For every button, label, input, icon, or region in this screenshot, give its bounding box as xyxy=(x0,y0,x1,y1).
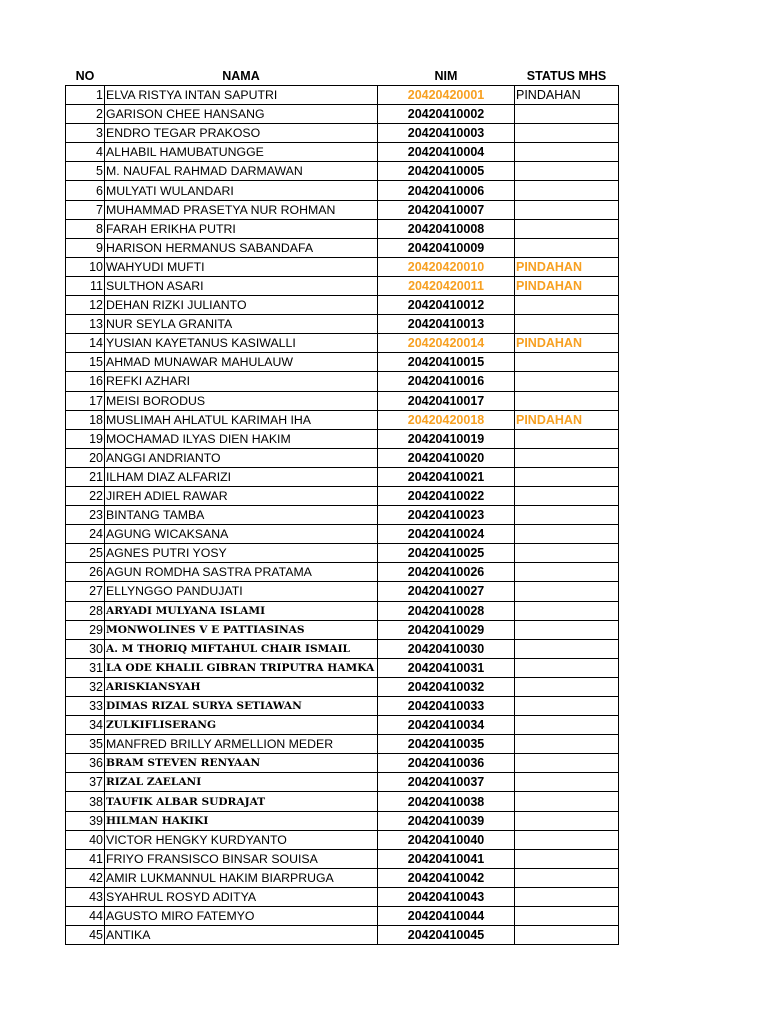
cell-nama: FARAH ERIKHA PUTRI xyxy=(105,219,378,238)
cell-no: 43 xyxy=(66,887,105,906)
cell-nama: JIREH ADIEL RAWAR xyxy=(105,486,378,505)
cell-nama: BRAM STEVEN RENYAAN xyxy=(105,754,378,773)
cell-status xyxy=(515,544,619,563)
header-no: NO xyxy=(75,68,95,83)
cell-nim: 20420410020 xyxy=(378,448,515,467)
cell-status xyxy=(515,467,619,486)
cell-no: 19 xyxy=(66,429,105,448)
table-row xyxy=(66,200,619,219)
cell-status: PINDAHAN xyxy=(515,257,619,276)
cell-nim: 20420410043 xyxy=(378,887,515,906)
cell-nama: AGUNG WICAKSANA xyxy=(105,525,378,544)
cell-no: 27 xyxy=(66,582,105,601)
cell-nim: 20420410041 xyxy=(378,849,515,868)
table-row xyxy=(66,238,619,257)
cell-status xyxy=(515,105,619,124)
cell-nim: 20420410024 xyxy=(378,525,515,544)
cell-nim: 20420410006 xyxy=(378,181,515,200)
cell-nama: ELVA RISTYA INTAN SAPUTRI xyxy=(105,86,378,105)
cell-status xyxy=(515,754,619,773)
cell-no: 20 xyxy=(66,448,105,467)
cell-status xyxy=(515,448,619,467)
table-row xyxy=(66,448,619,467)
cell-no: 13 xyxy=(66,315,105,334)
cell-nama: MEISI BORODUS xyxy=(105,391,378,410)
header-nama: NAMA xyxy=(222,68,260,83)
header-status: STATUS MHS xyxy=(526,68,607,83)
cell-status xyxy=(515,200,619,219)
cell-status xyxy=(515,907,619,926)
cell-no: 1 xyxy=(66,86,105,105)
cell-no: 28 xyxy=(66,601,105,620)
cell-no: 39 xyxy=(66,811,105,830)
table-row xyxy=(66,410,619,429)
cell-status xyxy=(515,181,619,200)
cell-nama: BINTANG TAMBA xyxy=(105,506,378,525)
cell-no: 16 xyxy=(66,372,105,391)
cell-no: 25 xyxy=(66,544,105,563)
cell-nama: DEHAN RIZKI JULIANTO xyxy=(105,296,378,315)
cell-nim: 20420410021 xyxy=(378,467,515,486)
table-row xyxy=(66,887,619,906)
cell-status: PINDAHAN xyxy=(515,86,619,105)
table-row xyxy=(66,849,619,868)
table-row xyxy=(66,276,619,295)
table-row xyxy=(66,525,619,544)
cell-nama: ZULKIFLISERANG xyxy=(105,716,378,735)
table-row xyxy=(66,563,619,582)
cell-nim: 20420410023 xyxy=(378,506,515,525)
cell-nim: 20420410028 xyxy=(378,601,515,620)
table-row xyxy=(66,735,619,754)
table-row xyxy=(66,296,619,315)
cell-status xyxy=(515,658,619,677)
cell-no: 36 xyxy=(66,754,105,773)
cell-no: 12 xyxy=(66,296,105,315)
cell-status: PINDAHAN xyxy=(515,334,619,353)
cell-status xyxy=(515,429,619,448)
table-row xyxy=(66,334,619,353)
cell-no: 10 xyxy=(66,257,105,276)
table-row xyxy=(66,219,619,238)
cell-nim: 20420410015 xyxy=(378,353,515,372)
cell-nama: AGUN ROMDHA SASTRA PRATAMA xyxy=(105,563,378,582)
cell-nim: 20420410037 xyxy=(378,773,515,792)
cell-no: 2 xyxy=(66,105,105,124)
cell-nama: AHMAD MUNAWAR MAHULAUW xyxy=(105,353,378,372)
cell-nim: 20420420001 xyxy=(378,86,515,105)
cell-nim: 20420410009 xyxy=(378,238,515,257)
cell-nim: 20420410034 xyxy=(378,716,515,735)
table-row xyxy=(66,544,619,563)
cell-nim: 20420410005 xyxy=(378,162,515,181)
cell-nim: 20420420010 xyxy=(378,257,515,276)
cell-no: 5 xyxy=(66,162,105,181)
cell-nama: AMIR LUKMANNUL HAKIM BIARPRUGA xyxy=(105,868,378,887)
cell-no: 38 xyxy=(66,792,105,811)
table-row xyxy=(66,773,619,792)
cell-nim: 20420410040 xyxy=(378,830,515,849)
cell-status xyxy=(515,219,619,238)
cell-status xyxy=(515,849,619,868)
cell-nim: 20420410004 xyxy=(378,143,515,162)
table-row xyxy=(66,124,619,143)
cell-nama: ARISKIANSYAH xyxy=(105,677,378,696)
cell-status xyxy=(515,792,619,811)
cell-nim: 20420410042 xyxy=(378,868,515,887)
cell-nama: NUR SEYLA GRANITA xyxy=(105,315,378,334)
cell-no: 44 xyxy=(66,907,105,926)
cell-nama: ARYADI MULYANA ISLAMI xyxy=(105,601,378,620)
cell-nim: 20420410025 xyxy=(378,544,515,563)
cell-nama: AGNES PUTRI YOSY xyxy=(105,544,378,563)
table-row xyxy=(66,105,619,124)
table-row xyxy=(66,353,619,372)
table-row xyxy=(66,315,619,334)
cell-nama: MONWOLINES V E PATTIASINAS xyxy=(105,620,378,639)
cell-no: 29 xyxy=(66,620,105,639)
cell-no: 34 xyxy=(66,716,105,735)
header-nim: NIM xyxy=(434,68,458,83)
cell-status xyxy=(515,563,619,582)
cell-status xyxy=(515,639,619,658)
cell-no: 40 xyxy=(66,830,105,849)
table-row xyxy=(66,601,619,620)
cell-status xyxy=(515,353,619,372)
table-row xyxy=(66,868,619,887)
cell-status xyxy=(515,620,619,639)
cell-no: 9 xyxy=(66,238,105,257)
cell-nama: A. M THORIQ MIFTAHUL CHAIR ISMAIL xyxy=(105,639,378,658)
cell-nama: AGUSTO MIRO FATEMYO xyxy=(105,907,378,926)
cell-status: PINDAHAN xyxy=(515,410,619,429)
cell-nim: 20420410016 xyxy=(378,372,515,391)
cell-nama: YUSIAN KAYETANUS KASIWALLI xyxy=(105,334,378,353)
cell-no: 3 xyxy=(66,124,105,143)
table-row xyxy=(66,429,619,448)
cell-nim: 20420410008 xyxy=(378,219,515,238)
cell-nim: 20420410044 xyxy=(378,907,515,926)
cell-status xyxy=(515,391,619,410)
cell-nama: DIMAS RIZAL SURYA SETIAWAN xyxy=(105,697,378,716)
cell-nim: 20420410003 xyxy=(378,124,515,143)
cell-nama: ALHABIL HAMUBATUNGGE xyxy=(105,143,378,162)
cell-nim: 20420410027 xyxy=(378,582,515,601)
cell-no: 26 xyxy=(66,563,105,582)
cell-status xyxy=(515,315,619,334)
cell-status xyxy=(515,697,619,716)
cell-no: 33 xyxy=(66,697,105,716)
cell-status xyxy=(515,582,619,601)
cell-no: 37 xyxy=(66,773,105,792)
cell-nama: MUSLIMAH AHLATUL KARIMAH IHA xyxy=(105,410,378,429)
table-row xyxy=(66,639,619,658)
table-row xyxy=(66,811,619,830)
cell-nama: MOCHAMAD ILYAS DIEN HAKIM xyxy=(105,429,378,448)
cell-nim: 20420410038 xyxy=(378,792,515,811)
cell-nim: 20420410045 xyxy=(378,926,515,945)
cell-nim: 20420410007 xyxy=(378,200,515,219)
table-row xyxy=(66,792,619,811)
cell-nim: 20420410002 xyxy=(378,105,515,124)
header-row xyxy=(66,66,619,86)
cell-nama: ILHAM DIAZ ALFARIZI xyxy=(105,467,378,486)
cell-nama: M. NAUFAL RAHMAD DARMAWAN xyxy=(105,162,378,181)
cell-no: 6 xyxy=(66,181,105,200)
cell-no: 17 xyxy=(66,391,105,410)
cell-status xyxy=(515,735,619,754)
cell-nama: ANGGI ANDRIANTO xyxy=(105,448,378,467)
cell-nama: ELLYNGGO PANDUJATI xyxy=(105,582,378,601)
cell-nim: 20420420011 xyxy=(378,276,515,295)
cell-nama: REFKI AZHARI xyxy=(105,372,378,391)
cell-nim: 20420410031 xyxy=(378,658,515,677)
cell-no: 14 xyxy=(66,334,105,353)
cell-nim: 20420420014 xyxy=(378,334,515,353)
cell-nama: MANFRED BRILLY ARMELLION MEDER xyxy=(105,735,378,754)
table-row xyxy=(66,486,619,505)
cell-nim: 20420410029 xyxy=(378,620,515,639)
cell-nama: MULYATI WULANDARI xyxy=(105,181,378,200)
cell-no: 11 xyxy=(66,276,105,295)
cell-status xyxy=(515,486,619,505)
student-table xyxy=(65,66,619,945)
cell-nama: LA ODE KHALIL GIBRAN TRIPUTRA HAMKA xyxy=(105,658,378,677)
cell-status xyxy=(515,506,619,525)
table-row xyxy=(66,658,619,677)
cell-nim: 20420410019 xyxy=(378,429,515,448)
table-row xyxy=(66,716,619,735)
cell-status xyxy=(515,773,619,792)
cell-nim: 20420410017 xyxy=(378,391,515,410)
cell-nim: 20420410030 xyxy=(378,639,515,658)
table-row xyxy=(66,907,619,926)
cell-nim: 20420410036 xyxy=(378,754,515,773)
cell-status xyxy=(515,868,619,887)
table-row xyxy=(66,162,619,181)
table-row xyxy=(66,620,619,639)
table-row xyxy=(66,391,619,410)
cell-no: 4 xyxy=(66,143,105,162)
cell-nama: WAHYUDI MUFTI xyxy=(105,257,378,276)
cell-status xyxy=(515,601,619,620)
cell-status: PINDAHAN xyxy=(515,276,619,295)
cell-status xyxy=(515,124,619,143)
cell-status xyxy=(515,811,619,830)
table-row xyxy=(66,86,619,105)
cell-nama: ENDRO TEGAR PRAKOSO xyxy=(105,124,378,143)
cell-status xyxy=(515,372,619,391)
cell-nim: 20420410026 xyxy=(378,563,515,582)
cell-nim: 20420410032 xyxy=(378,677,515,696)
cell-nama: HILMAN HAKIKI xyxy=(105,811,378,830)
cell-no: 7 xyxy=(66,200,105,219)
student-list-sheet xyxy=(65,66,619,945)
cell-no: 32 xyxy=(66,677,105,696)
cell-no: 41 xyxy=(66,849,105,868)
cell-no: 15 xyxy=(66,353,105,372)
cell-nim: 20420410033 xyxy=(378,697,515,716)
cell-status xyxy=(515,830,619,849)
cell-no: 24 xyxy=(66,525,105,544)
cell-nim: 20420410012 xyxy=(378,296,515,315)
cell-status xyxy=(515,143,619,162)
cell-no: 8 xyxy=(66,219,105,238)
cell-no: 22 xyxy=(66,486,105,505)
table-row xyxy=(66,181,619,200)
cell-nama: VICTOR HENGKY KURDYANTO xyxy=(105,830,378,849)
cell-no: 31 xyxy=(66,658,105,677)
cell-no: 45 xyxy=(66,926,105,945)
cell-nama: FRIYO FRANSISCO BINSAR SOUISA xyxy=(105,849,378,868)
cell-nama: HARISON HERMANUS SABANDAFA xyxy=(105,238,378,257)
table-body xyxy=(66,86,619,945)
cell-status xyxy=(515,238,619,257)
table-row xyxy=(66,143,619,162)
cell-nim: 20420410035 xyxy=(378,735,515,754)
cell-status xyxy=(515,926,619,945)
cell-nim: 20420410039 xyxy=(378,811,515,830)
cell-status xyxy=(515,525,619,544)
table-row xyxy=(66,257,619,276)
cell-no: 35 xyxy=(66,735,105,754)
cell-nama: TAUFIK ALBAR SUDRAJAT xyxy=(105,792,378,811)
cell-no: 23 xyxy=(66,506,105,525)
table-row xyxy=(66,926,619,945)
table-row xyxy=(66,506,619,525)
table-row xyxy=(66,754,619,773)
cell-status xyxy=(515,887,619,906)
cell-status xyxy=(515,296,619,315)
cell-no: 42 xyxy=(66,868,105,887)
table-row xyxy=(66,830,619,849)
cell-nama: MUHAMMAD PRASETYA NUR ROHMAN xyxy=(105,200,378,219)
table-row xyxy=(66,697,619,716)
cell-nama: GARISON CHEE HANSANG xyxy=(105,105,378,124)
table-row xyxy=(66,677,619,696)
cell-nama: SULTHON ASARI xyxy=(105,276,378,295)
table-row xyxy=(66,467,619,486)
cell-status xyxy=(515,716,619,735)
cell-no: 18 xyxy=(66,410,105,429)
cell-nama: SYAHRUL ROSYD ADITYA xyxy=(105,887,378,906)
cell-no: 30 xyxy=(66,639,105,658)
table-row xyxy=(66,582,619,601)
cell-status xyxy=(515,162,619,181)
cell-no: 21 xyxy=(66,467,105,486)
table-row xyxy=(66,372,619,391)
cell-nim: 20420420018 xyxy=(378,410,515,429)
cell-nama: RIZAL ZAELANI xyxy=(105,773,378,792)
cell-status xyxy=(515,677,619,696)
cell-nim: 20420410022 xyxy=(378,486,515,505)
cell-nim: 20420410013 xyxy=(378,315,515,334)
cell-nama: ANTIKA xyxy=(105,926,378,945)
